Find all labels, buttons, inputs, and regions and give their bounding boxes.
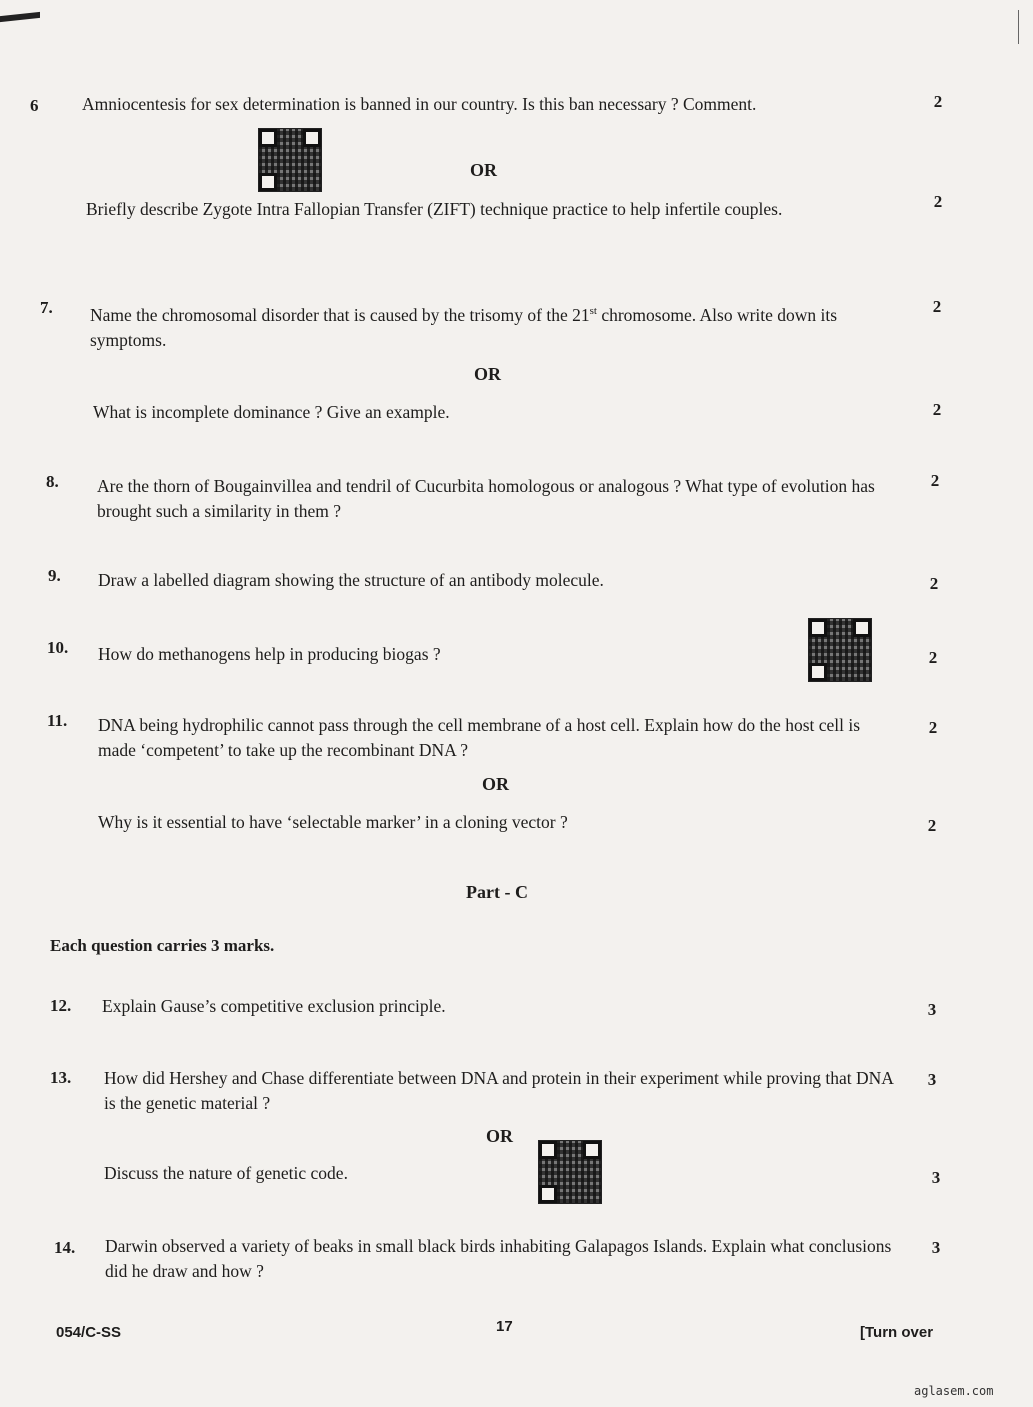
question-alt-text: Discuss the nature of genetic code. bbox=[104, 1163, 348, 1183]
question-number: 14. bbox=[54, 1238, 76, 1257]
question-number: 9. bbox=[48, 566, 61, 585]
section-title: Part - C bbox=[466, 882, 528, 902]
scan-edge-line bbox=[1018, 10, 1019, 44]
qr-code-icon bbox=[808, 618, 872, 682]
question-text: Amniocentesis for sex determination is banned in our country. Is this ban necessary ? Comment. bbox=[82, 94, 757, 114]
qr-code-icon bbox=[538, 1140, 602, 1204]
or-label: OR bbox=[482, 774, 509, 794]
question-marks: 2 bbox=[929, 574, 939, 593]
section-instruction: Each question carries 3 marks. bbox=[50, 936, 275, 955]
question-marks: 2 bbox=[933, 92, 943, 111]
question-marks: 2 bbox=[928, 718, 938, 737]
question-text: Explain Gause’s competitive exclusion principle. bbox=[102, 996, 446, 1016]
question-marks: 2 bbox=[932, 297, 942, 316]
qr-code-icon bbox=[258, 128, 322, 192]
question-alt-marks: 2 bbox=[932, 400, 942, 419]
question-alt-marks: 3 bbox=[931, 1168, 941, 1187]
question-alt-marks: 2 bbox=[927, 816, 937, 835]
question-number: 7. bbox=[40, 298, 53, 317]
question-alt-text: Briefly describe Zygote Intra Fallopian Transfer (ZIFT) technique practice to help infertile couples. bbox=[86, 199, 783, 219]
scan-artifact bbox=[0, 12, 40, 22]
question-text: How do methanogens help in producing biogas ? bbox=[98, 644, 441, 664]
page-number: 17 bbox=[496, 1318, 513, 1335]
question-text: Draw a labelled diagram showing the structure of an antibody molecule. bbox=[98, 570, 604, 590]
or-label: OR bbox=[486, 1126, 513, 1146]
question-marks: 3 bbox=[931, 1238, 941, 1257]
question-text: Name the chromosomal disorder that is caused by the trisomy of the 21st chromosome. Also write down its symptoms. bbox=[90, 304, 838, 350]
question-text: DNA being hydrophilic cannot pass through the cell membrane of a host cell. Explain how do the host cell is made ‘competent’ to take up the recombinant DNA ? bbox=[98, 715, 861, 760]
question-text: How did Hershey and Chase differentiate between DNA and protein in their experiment while proving that DNA is the genetic material ? bbox=[104, 1068, 893, 1113]
question-number: 6 bbox=[30, 96, 39, 115]
question-number: 11. bbox=[47, 711, 68, 730]
or-label: OR bbox=[474, 364, 501, 384]
question-number: 10. bbox=[47, 638, 69, 657]
paper-code: 054/C-SS bbox=[56, 1324, 122, 1341]
question-text: Darwin observed a variety of beaks in small black birds inhabiting Galapagos Islands. Explain what conclusions did he draw and how ? bbox=[105, 1236, 892, 1281]
question-number: 12. bbox=[50, 996, 72, 1015]
question-alt-text: Why is it essential to have ‘selectable marker’ in a cloning vector ? bbox=[98, 812, 568, 832]
question-text: Are the thorn of Bougainvillea and tendril of Cucurbita homologous or analogous ? What type of evolution has brought such a similarity in them ? bbox=[97, 476, 875, 521]
turn-over-label: [Turn over bbox=[860, 1324, 934, 1341]
question-number: 8. bbox=[46, 472, 59, 491]
question-number: 13. bbox=[50, 1068, 72, 1087]
question-marks: 3 bbox=[927, 1070, 937, 1089]
question-alt-marks: 2 bbox=[933, 192, 943, 211]
question-marks: 2 bbox=[930, 471, 940, 490]
question-alt-text: What is incomplete dominance ? Give an example. bbox=[93, 402, 450, 422]
question-marks: 2 bbox=[928, 648, 938, 667]
watermark: aglasem.com bbox=[914, 1384, 994, 1398]
question-marks: 3 bbox=[927, 1000, 937, 1019]
or-label: OR bbox=[470, 160, 497, 180]
